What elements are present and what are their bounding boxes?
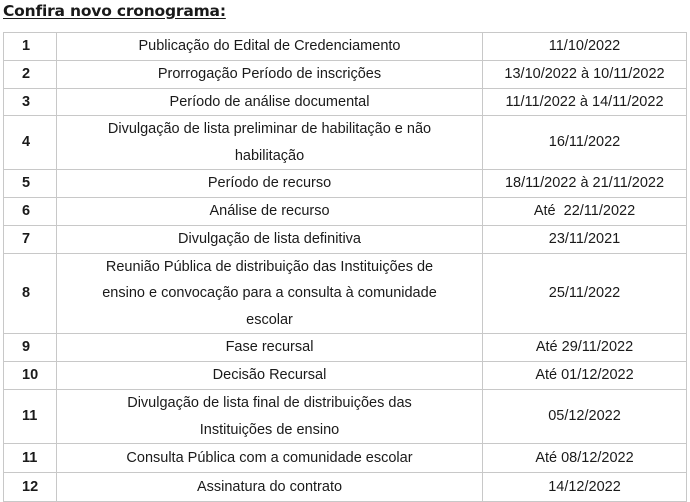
table-row [4, 198, 687, 226]
table-row [4, 33, 687, 61]
step-date: 13/10/2022 à 10/11/2022 [483, 60, 687, 88]
table-row [4, 170, 687, 198]
step-number: 12 [4, 473, 57, 502]
table-row [4, 334, 687, 362]
step-date: Até 08/12/2022 [483, 444, 687, 473]
step-description-text: Publicação do Edital de Credenciamento [138, 38, 401, 54]
step-description [57, 170, 483, 198]
step-number: 4 [4, 116, 57, 170]
page-title: Confira novo cronograma: [3, 2, 226, 20]
step-date: 23/11/2021 [483, 226, 687, 254]
step-number: 8 [4, 253, 57, 334]
step-date: Até 01/12/2022 [483, 362, 687, 390]
table-row [4, 116, 687, 170]
table-row [4, 226, 687, 254]
step-description-text: Assinatura do contrato [196, 478, 343, 495]
table-row [4, 88, 687, 116]
step-date: Até 22/11/2022 [483, 198, 687, 226]
step-description [57, 362, 483, 390]
step-number: 6 [4, 198, 57, 226]
step-description [57, 88, 483, 116]
step-date: Até 29/11/2022 [483, 334, 687, 362]
step-description-text: Período de recurso [207, 175, 332, 192]
step-description-text: Divulgação de lista preliminar de habilitação e não habilitação [107, 121, 432, 164]
step-number: 7 [4, 226, 57, 254]
step-date: 16/11/2022 [483, 116, 687, 170]
schedule-table [3, 32, 687, 502]
table-row [4, 444, 687, 473]
step-number: 2 [4, 60, 57, 88]
step-number: 5 [4, 170, 57, 198]
table-row [4, 60, 687, 88]
step-description-text: Divulgação de lista final de distribuições das Instituições de ensino [127, 395, 412, 438]
step-date: 11/10/2022 [483, 33, 687, 61]
table-row [4, 253, 687, 334]
step-description-text: Prorrogação Período de inscrições [157, 65, 382, 82]
step-description-text: Fase recursal [225, 339, 314, 356]
step-description [57, 253, 483, 334]
step-description [57, 390, 483, 444]
step-date: 18/11/2022 à 21/11/2022 [483, 170, 687, 198]
step-description [57, 198, 483, 226]
table-row [4, 362, 687, 390]
step-description [57, 473, 483, 502]
step-description-text: Decisão Recursal [212, 367, 327, 384]
step-date: 11/11/2022 à 14/11/2022 [483, 88, 687, 116]
step-date: 05/12/2022 [483, 390, 687, 444]
step-description-text: Reunião Pública de distribuição das Instituições de ensino e convocação para a consulta à comunidade escolar [102, 258, 437, 328]
step-description-text: Divulgação de lista definitiva [178, 231, 361, 247]
table-row [4, 390, 687, 444]
step-description [57, 226, 483, 254]
step-description [57, 334, 483, 362]
step-description [57, 116, 483, 170]
step-number: 3 [4, 88, 57, 116]
step-description [57, 444, 483, 473]
step-description [57, 60, 483, 88]
step-date: 25/11/2022 [483, 253, 687, 334]
step-description [57, 33, 483, 61]
step-number: 1 [4, 33, 57, 61]
step-description-text: Período de análise documental [169, 93, 370, 110]
step-date: 14/12/2022 [483, 473, 687, 502]
step-number: 11 [4, 390, 57, 444]
step-description-text: Análise de recurso [209, 203, 330, 220]
step-number: 9 [4, 334, 57, 362]
table-row [4, 473, 687, 502]
step-description-text: Consulta Pública com a comunidade escolar [126, 449, 413, 466]
step-number: 10 [4, 362, 57, 390]
step-number: 11 [4, 444, 57, 473]
